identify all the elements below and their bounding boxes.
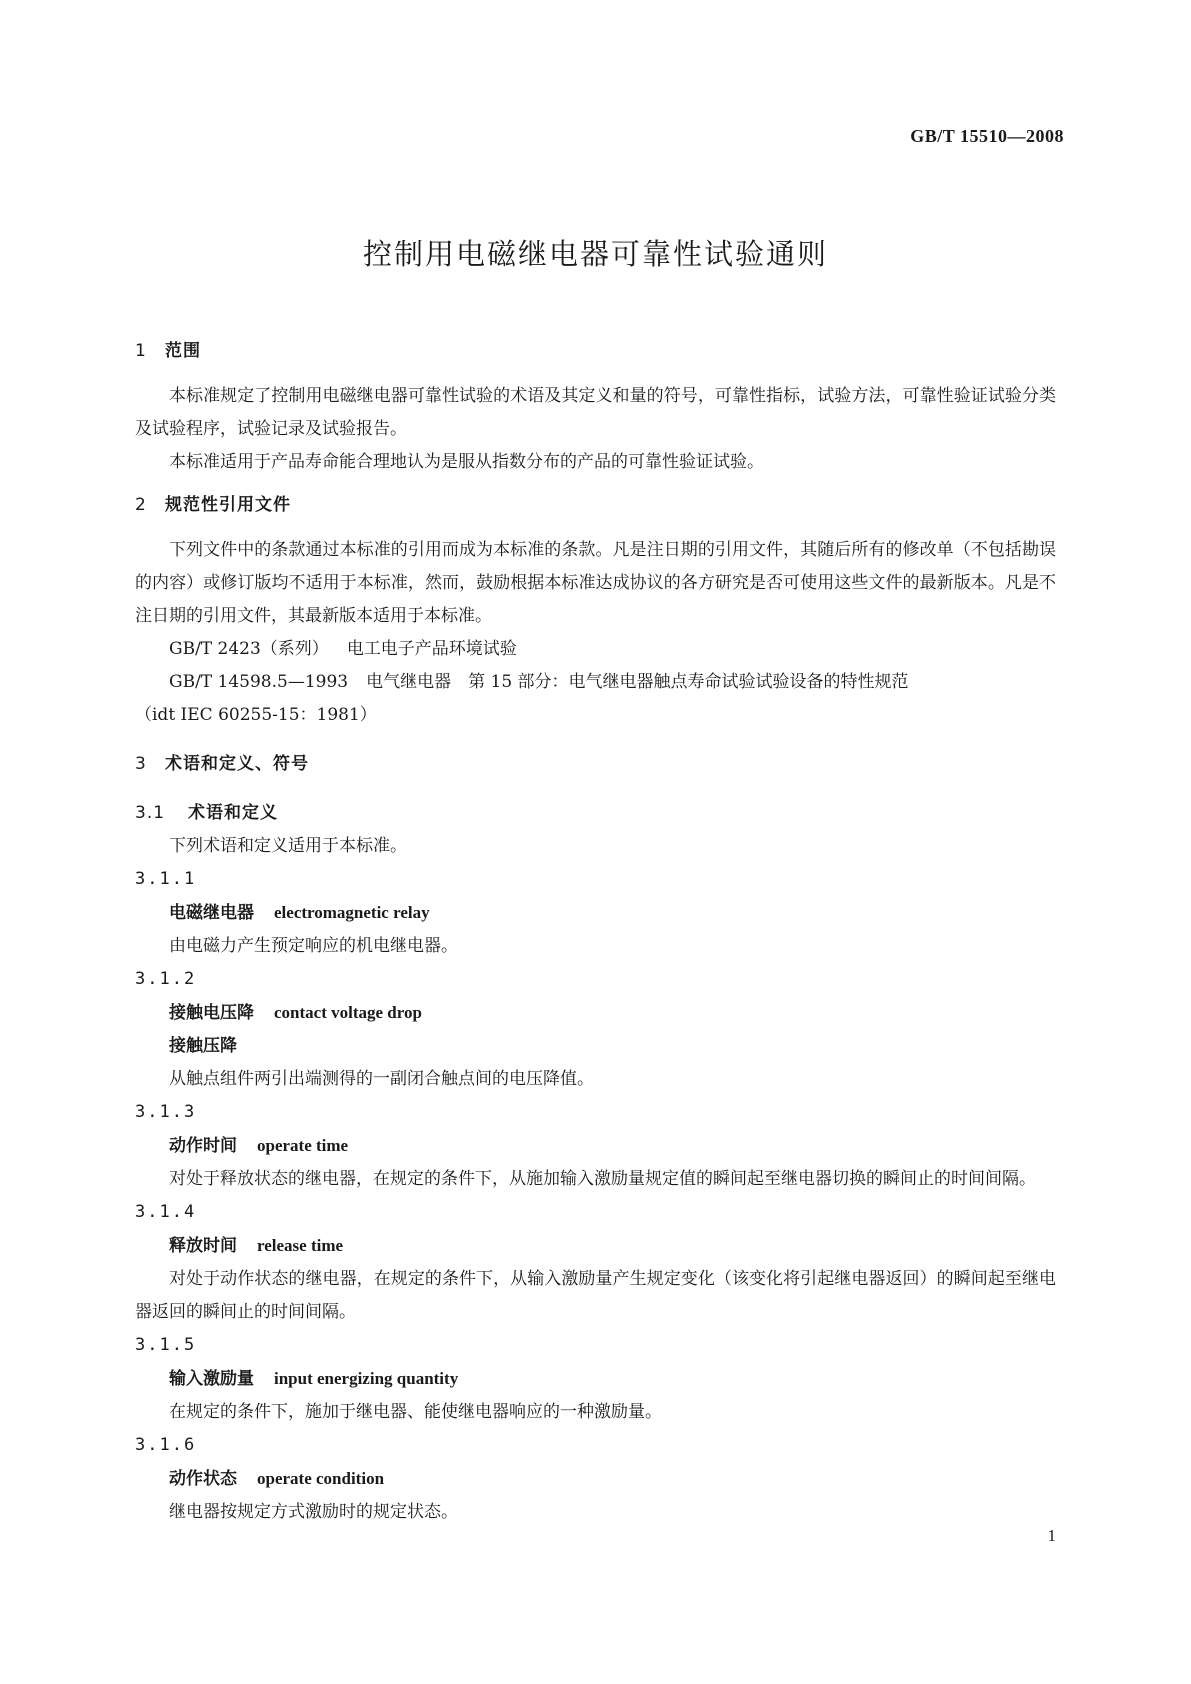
section-number: 2 [135, 495, 147, 515]
paragraph: 下列文件中的条款通过本标准的引用而成为本标准的条款。凡是注日期的引用文件，其随后所有的修改单（不包括勘误的内容）或修订版均不适用于本标准，然而，鼓励根据本标准达成协议的各方研究是否可使用这些文件的最新版本。凡是不注日期的引用文件，其最新版本适用于本标准。 [135, 540, 1056, 626]
term-name [135, 1462, 1056, 1496]
section-1-heading [135, 335, 1056, 368]
term-name [135, 1229, 1056, 1263]
section-title: 范围 [165, 341, 201, 361]
term-alt-name [135, 1030, 1056, 1063]
term-cn: 电磁继电器 [169, 903, 254, 923]
term-number: 3.1.4 [135, 1202, 197, 1222]
term-name [135, 896, 1056, 930]
term-definition: 从触点组件两引出端测得的一副闭合触点间的电压降值。 [169, 1069, 594, 1089]
reference-code: GB/T 14598.5—1993 [169, 672, 349, 692]
term-cn: 动作状态 [169, 1469, 237, 1489]
term-cn: 释放时间 [169, 1236, 237, 1256]
document-title: 控制用电磁继电器可靠性试验通则 [362, 237, 828, 271]
term-number: 3.1.6 [135, 1435, 197, 1455]
standard-number: GB/T 15510—2008 [910, 126, 1064, 146]
subsection-number: 3.1 [135, 803, 166, 823]
reference-code: GB/T 2423（系列） [169, 639, 329, 659]
term-en: input energizing quantity [274, 1369, 459, 1388]
paragraph: 本标准规定了控制用电磁继电器可靠性试验的术语及其定义和量的符号，可靠性指标，试验方法，可靠性验证试验分类及试验程序，试验记录及试验报告。 [135, 386, 1056, 439]
term-definition: 在规定的条件下，施加于继电器、能使继电器响应的一种激励量。 [169, 1402, 662, 1422]
term-cn: 动作时间 [169, 1136, 237, 1156]
term-en: electromagnetic relay [274, 903, 430, 922]
term-en: release time [257, 1236, 344, 1255]
term-cn: 输入激励量 [169, 1369, 254, 1389]
term-definition: 继电器按规定方式激励时的规定状态。 [169, 1502, 458, 1522]
section-number: 3 [135, 754, 147, 774]
paragraph: 本标准适用于产品寿命能合理地认为是服从指数分布的产品的可靠性验证试验。 [169, 452, 764, 472]
term-name [135, 1362, 1056, 1396]
term-definition: 对处于释放状态的继电器，在规定的条件下，从施加输入激励量规定值的瞬间起至继电器切换的瞬间止的时间间隔。 [169, 1169, 1036, 1189]
section-3-heading [135, 748, 1056, 781]
reference-title: 电气继电器 第 15 部分：电气继电器触点寿命试验试验设备的特性规范 [366, 672, 909, 692]
term-number: 3.1.5 [135, 1335, 197, 1355]
term-alt-cn: 接触压降 [169, 1036, 237, 1056]
normative-reference [135, 666, 1056, 699]
term-en: contact voltage drop [274, 1003, 422, 1022]
paragraph: 下列术语和定义适用于本标准。 [169, 836, 407, 856]
term-en: operate time [257, 1136, 349, 1155]
normative-reference [135, 633, 1056, 666]
section-2-heading [135, 489, 1056, 522]
term-name [135, 1129, 1056, 1163]
subsection-title: 术语和定义 [188, 803, 278, 823]
reference-title: 电工电子产品环境试验 [346, 639, 517, 659]
term-number: 3.1.1 [135, 869, 197, 889]
term-number: 3.1.3 [135, 1102, 197, 1122]
section-number: 1 [135, 341, 147, 361]
section-title: 规范性引用文件 [165, 495, 291, 515]
term-definition: 由电磁力产生预定响应的机电继电器。 [169, 936, 458, 956]
subsection-heading [135, 797, 1056, 830]
page-number: 1 [1047, 1526, 1056, 1545]
term-number: 3.1.2 [135, 969, 197, 989]
term-en: operate condition [257, 1469, 385, 1488]
term-definition: 对处于动作状态的继电器，在规定的条件下，从输入激励量产生规定变化（该变化将引起继电器返回）的瞬间起至继电器返回的瞬间止的时间间隔。 [135, 1269, 1056, 1322]
term-cn: 接触电压降 [169, 1003, 254, 1023]
document-body [135, 335, 1056, 1529]
term-name [135, 996, 1056, 1030]
reference-idt: （idt IEC 60255-15：1981） [135, 705, 377, 725]
section-title: 术语和定义、符号 [165, 754, 309, 774]
